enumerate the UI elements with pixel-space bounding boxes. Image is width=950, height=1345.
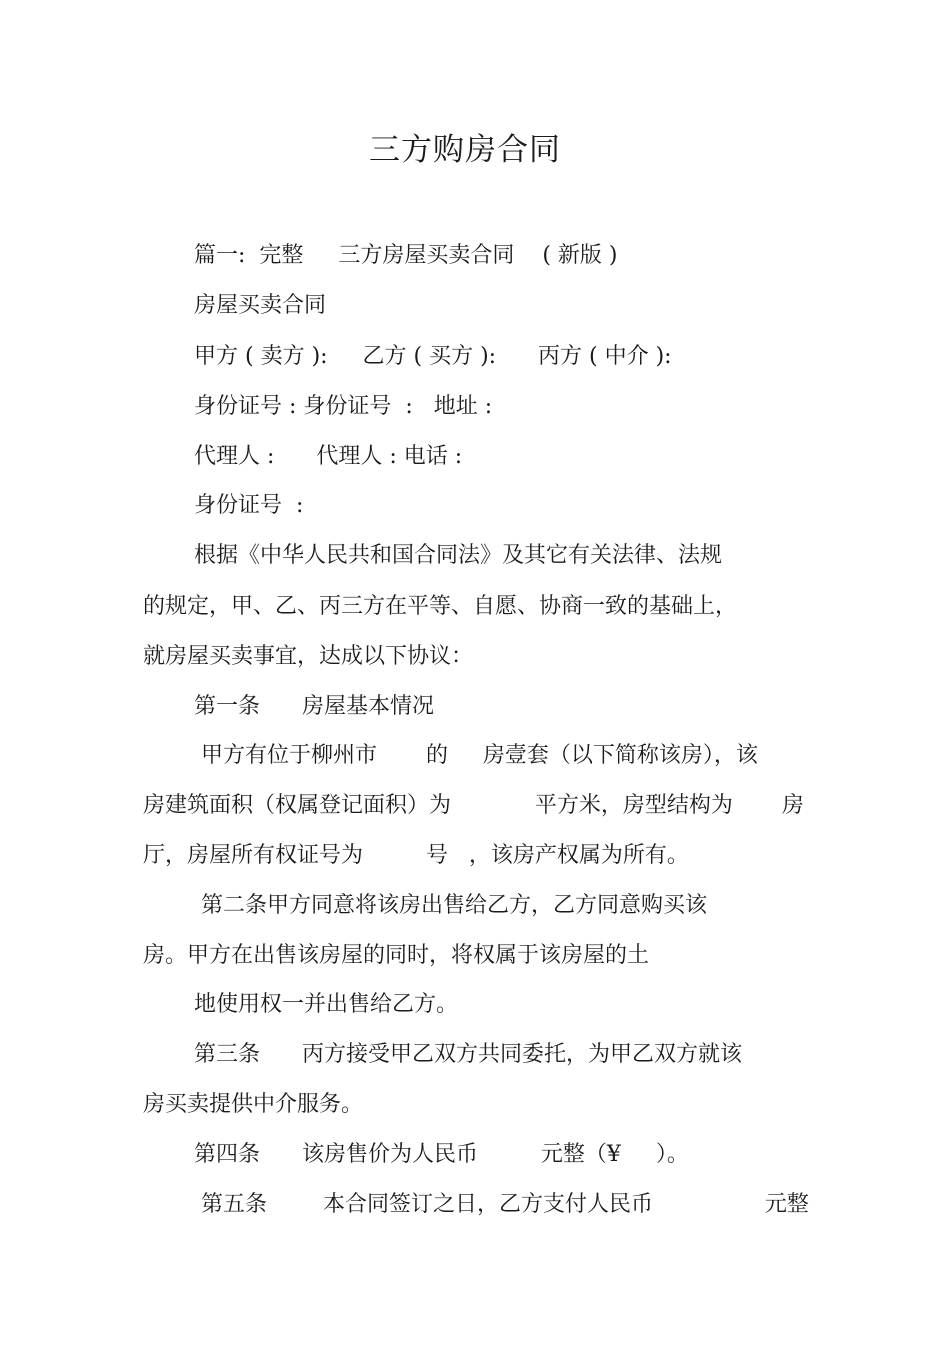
- preamble-line-3: 就房屋买卖事宜，达成以下协议：: [143, 644, 474, 669]
- id-line: 身份证号 :: [194, 493, 304, 518]
- article-2-line-3: 地使用权一并出售给乙方。: [194, 992, 459, 1017]
- article-4-line: 第四条 该房售价为人民币 元整（¥ ）。: [194, 1142, 689, 1167]
- agent-phone-line: 代理人 : 代理人 : 电话 :: [194, 444, 463, 469]
- article-3-line-2: 房买卖提供中介服务。: [143, 1092, 364, 1117]
- document-title: 三方购房合同: [369, 132, 561, 168]
- parties-line: 甲方 ( 卖方 ): 乙方 ( 买方 ): 丙方 ( 中介 ):: [194, 344, 672, 369]
- section-heading: 篇一: 完整 三方房屋买卖合同 ( 新版 ): [194, 243, 618, 268]
- article-1-line-3: 厅，房屋所有权证号为 号 ，该房产权属为所有。: [143, 843, 689, 868]
- article-5-line: 第五条 本合同签订之日，乙方支付人民币 元整: [194, 1192, 809, 1217]
- article-1-line-1: 甲方有位于柳州市 的 房壹套（以下简称该房），该: [194, 743, 758, 768]
- contract-subtitle: 房屋买卖合同: [194, 293, 327, 318]
- article-3-line-1: 第三条 丙方接受甲乙双方共同委托，为甲乙双方就该: [194, 1042, 742, 1067]
- id-address-line: 身份证号 : 身份证号 : 地址 :: [194, 394, 493, 419]
- preamble-line-2: 的规定，甲、乙、丙三方在平等、自愿、协商一致的基础上，: [143, 594, 738, 619]
- article-2-line-2: 房。甲方在出售该房屋的同时，将权属于该房屋的土: [143, 943, 650, 968]
- article-1-line-2: 房建筑面积（权属登记面积）为 平方米，房型结构为 房: [143, 793, 804, 818]
- article-1-heading: 第一条 房屋基本情况: [194, 694, 434, 719]
- preamble-line-1: 根据《中华人民共和国合同法》及其它有关法律、法规: [194, 543, 723, 568]
- article-2-line-1: 第二条甲方同意将该房出售给乙方，乙方同意购买该: [194, 893, 707, 918]
